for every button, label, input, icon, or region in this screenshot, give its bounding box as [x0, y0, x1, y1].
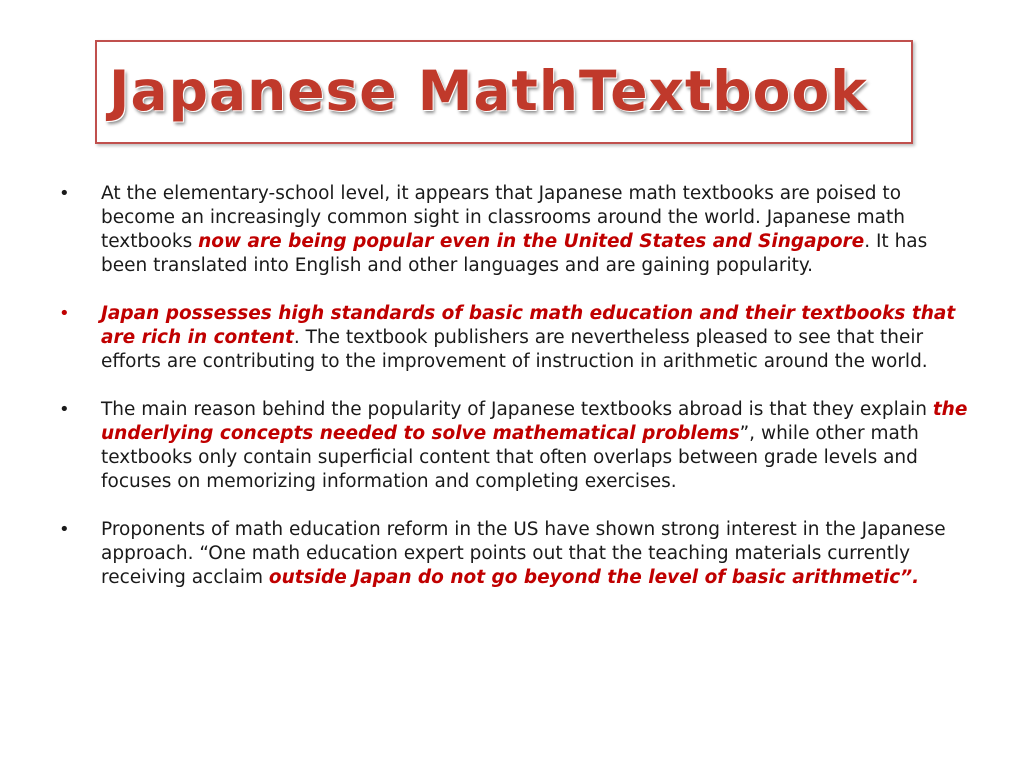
slide-title: Japanese MathTextbook: [109, 59, 868, 123]
bullet-1-text: At the elementary-school level, it appears that Japanese math textbooks are poised to become an increasingly common sight in classrooms around the world. Japanese math textbooks: [101, 183, 905, 252]
bullet-item-1: [55, 182, 975, 278]
bullet-3-text-end: ”, while other math textbooks only contain superficial content that often overlaps between grade levels and focuses on memorizing information and completing exercises.: [101, 423, 919, 492]
bullet-point-icon: •: [59, 183, 70, 204]
bullet-point-icon: •: [59, 399, 70, 420]
bullet-item-3: [55, 398, 975, 494]
bullet-3-emphasis: the underlying concepts needed to solve mathematical problems: [101, 399, 968, 444]
bullet-4-text: Proponents of math education reform in the US have shown strong interest in the Japanese approach. “One math education expert points out that the teaching materials currently receiving acclaim: [101, 519, 946, 588]
title-box: [95, 40, 913, 144]
bullet-1-emphasis: now are being popular even in the United States and Singapore: [198, 231, 865, 252]
bullet-1-text-end: . It has been translated into English and other languages and are gaining popularity.: [101, 231, 928, 276]
bullet-point-icon: •: [59, 519, 70, 540]
bullet-2-emphasis: Japan possesses high standards of basic math education and their textbooks that are rich in content: [101, 303, 956, 348]
bullet-4-emphasis: outside Japan do not go beyond the level of basic arithmetic”.: [268, 567, 920, 588]
bullet-2-text-end: . The textbook publishers are nevertheless pleased to see that their efforts are contributing to the improvement of instruction in arithmetic around the world.: [101, 327, 928, 372]
bullet-3-text: The main reason behind the popularity of Japanese textbooks abroad is that they explain: [101, 399, 933, 420]
bullet-point-icon: •: [59, 303, 70, 324]
bullet-item-2: [55, 302, 975, 374]
bullet-item-4: [55, 518, 975, 590]
bullet-list: [55, 182, 975, 614]
